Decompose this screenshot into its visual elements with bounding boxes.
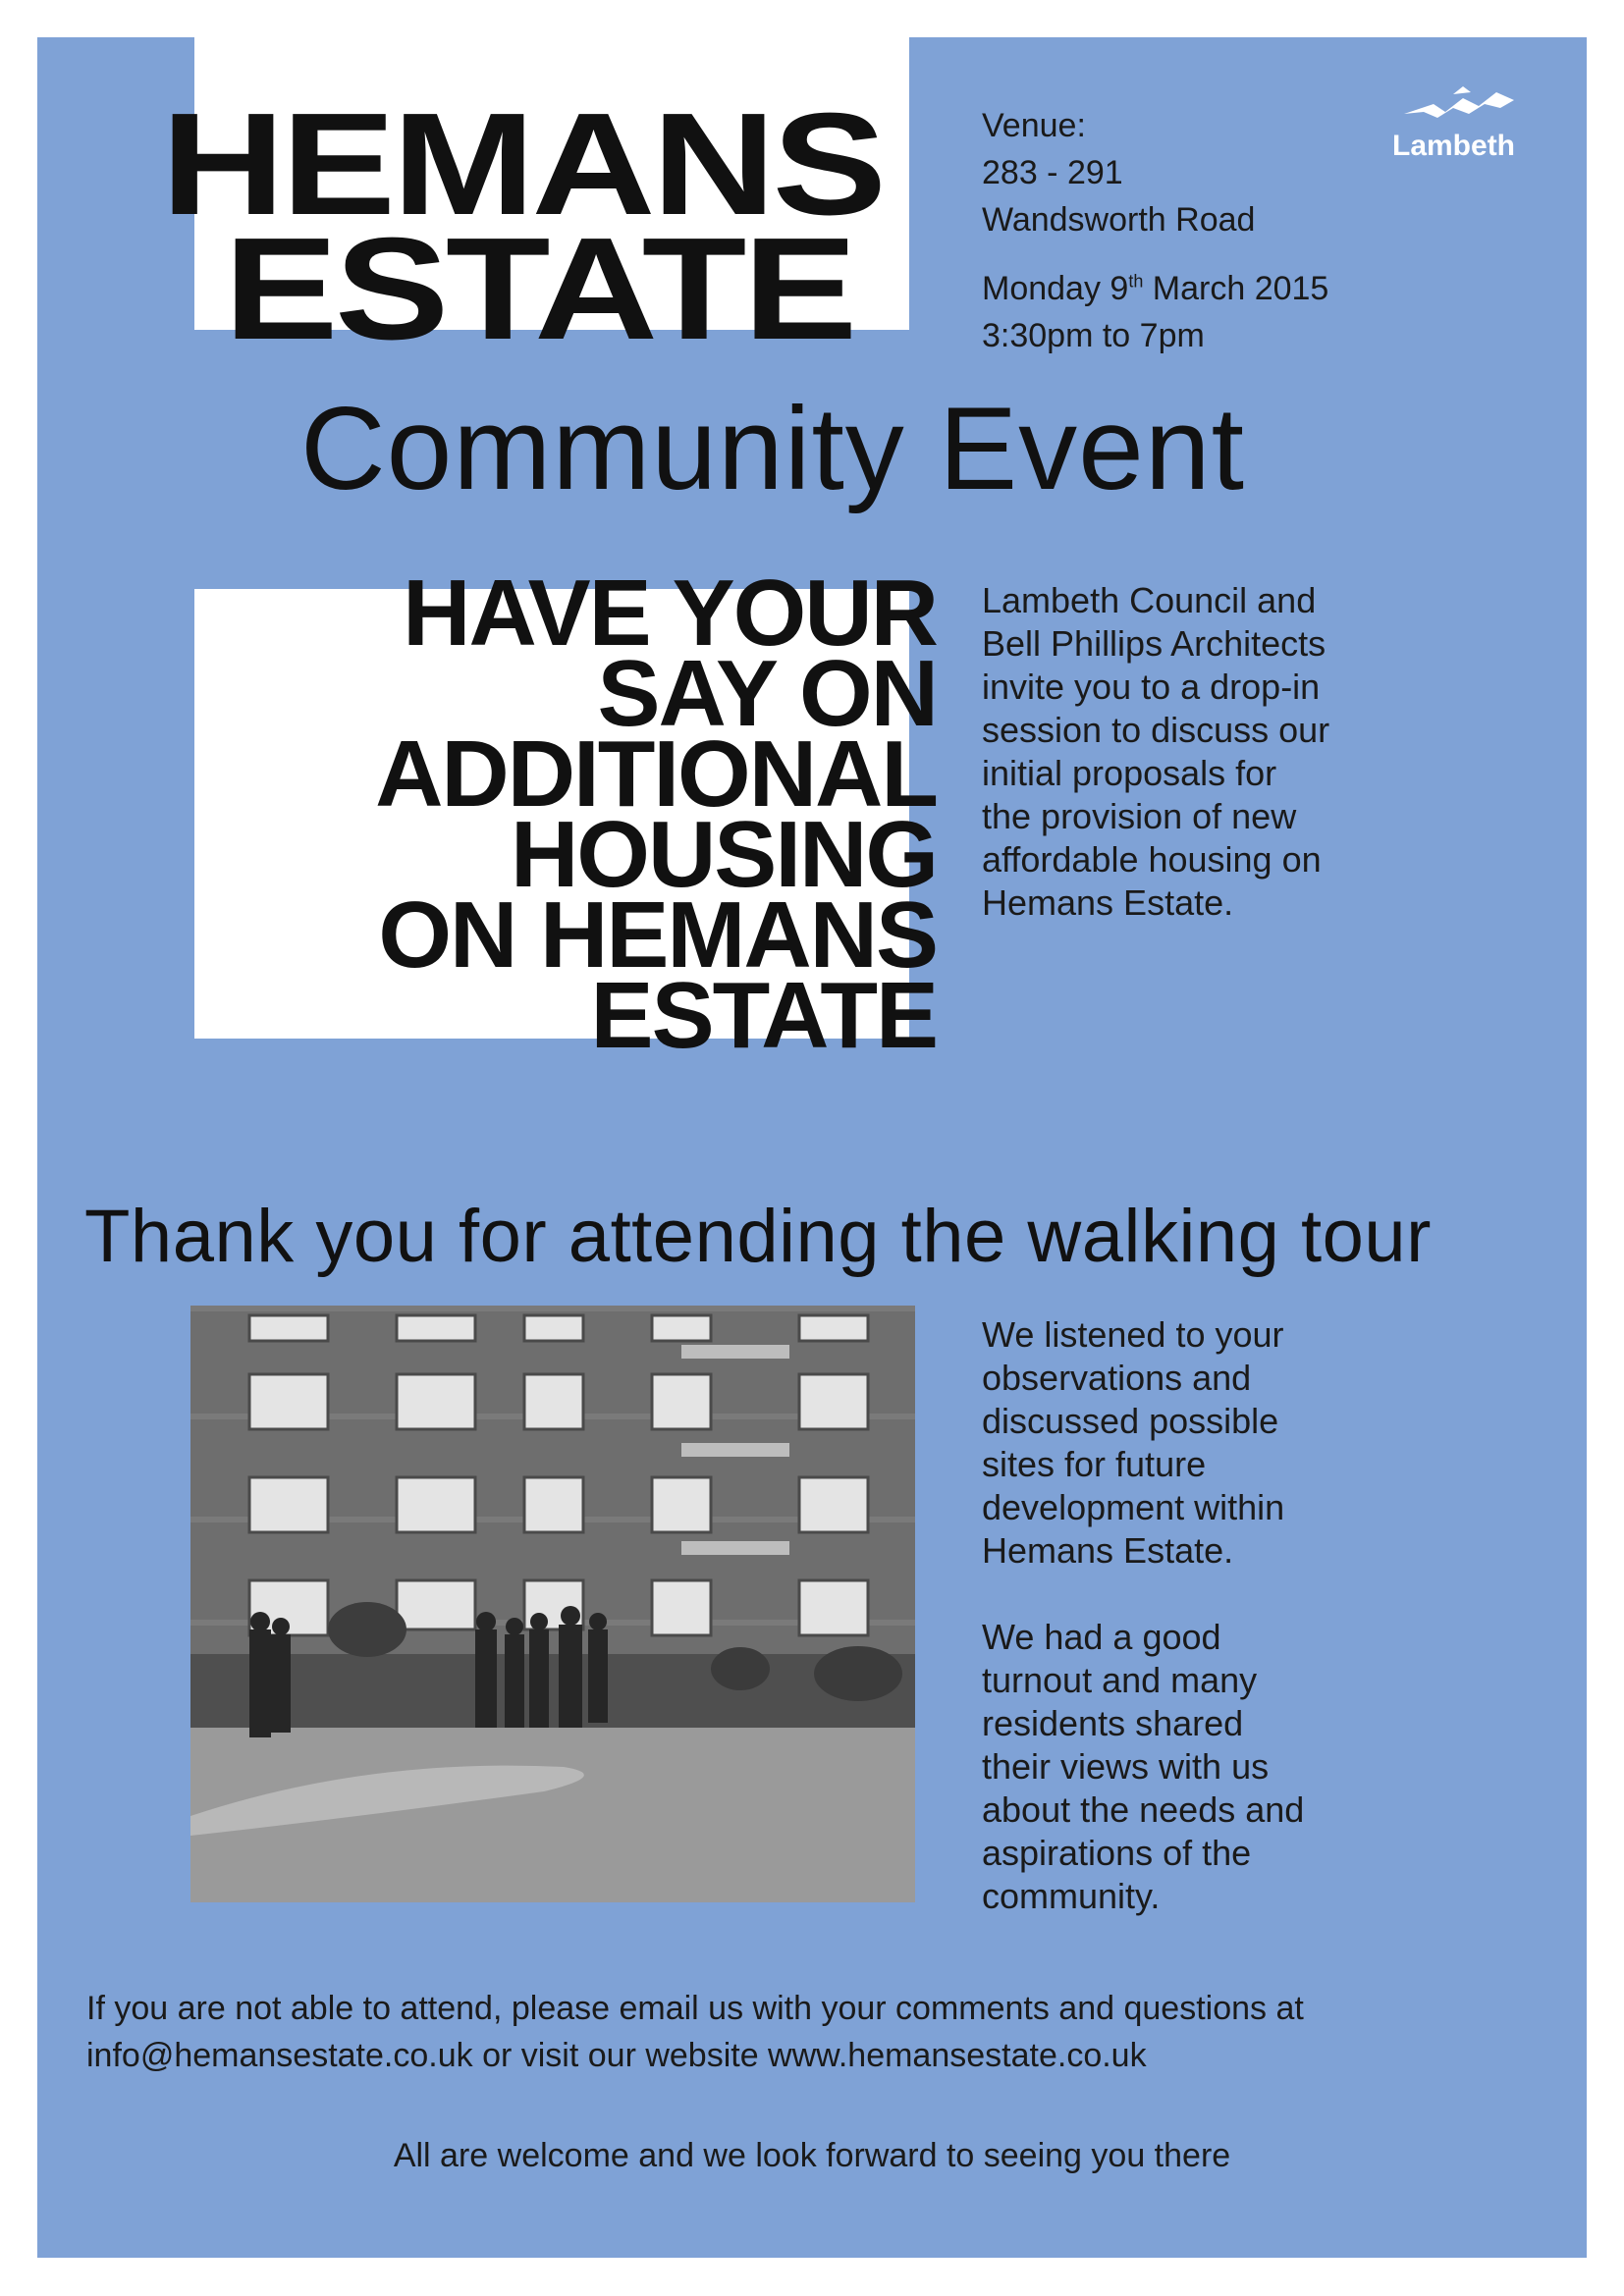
feedback-line: their views with us	[982, 1746, 1270, 1787]
feedback-line: residents shared	[982, 1703, 1244, 1743]
intro-line: Hemans Estate.	[982, 882, 1234, 923]
intro-line: initial proposals for	[982, 753, 1277, 793]
feedback-line: community.	[982, 1876, 1161, 1916]
say-line-1: HAVE YOUR	[403, 561, 937, 666]
have-your-say-heading	[214, 561, 937, 1068]
venue-road: Wandsworth Road	[982, 201, 1256, 239]
say-line-3: ADDITIONAL	[375, 721, 937, 827]
feedback-line: observations and	[982, 1358, 1252, 1398]
feedback-paragraph-2	[982, 1616, 1394, 1918]
feedback-line: about the needs and	[982, 1789, 1305, 1830]
intro-line: the provision of new	[982, 796, 1297, 836]
contact-line-1: If you are not able to attend, please email us with your comments and questions at	[86, 1990, 1304, 2027]
walking-tour-photo-illustration	[190, 1306, 915, 1902]
feedback-paragraph-1	[982, 1313, 1394, 1573]
intro-line: invite you to a drop-in	[982, 667, 1321, 707]
say-line-6: ESTATE	[590, 963, 937, 1068]
welcome-text: All are welcome and we look forward to seeing you there	[393, 2137, 1231, 2174]
contact-line-2: info@hemansestate.co.uk or visit our website www.hemansestate.co.uk	[86, 2037, 1147, 2074]
feedback-line: We listened to your	[982, 1314, 1284, 1355]
lambeth-logo	[1380, 82, 1538, 190]
logo-text: Lambeth	[1392, 130, 1516, 162]
thanks-heading: Thank you for attending the walking tour	[84, 1195, 1432, 1278]
event-title: Community Event	[300, 383, 1245, 514]
lambeth-swan-logo-icon	[1394, 82, 1522, 130]
event-time: 3:30pm to 7pm	[982, 317, 1205, 354]
intro-line: affordable housing on	[982, 839, 1322, 880]
poster	[37, 37, 1587, 2258]
intro-line: Bell Phillips Architects	[982, 623, 1326, 664]
say-line-4: HOUSING	[510, 802, 937, 907]
feedback-line: We had a good	[982, 1617, 1221, 1657]
feedback-line: discussed possible	[982, 1401, 1279, 1441]
feedback-line: Hemans Estate.	[982, 1530, 1234, 1571]
venue-number: 283 - 291	[982, 154, 1123, 191]
feedback-line: aspirations of the	[982, 1833, 1252, 1873]
estate-title	[161, 83, 884, 371]
venue-label: Venue:	[982, 107, 1086, 144]
feedback-line: sites for future	[982, 1444, 1207, 1484]
venue-info	[982, 102, 1394, 359]
feedback-line: turnout and many	[982, 1660, 1258, 1700]
event-date: Monday 9th March 2015	[982, 270, 1329, 307]
feedback-line: development within	[982, 1487, 1285, 1527]
estate-title-line1: HEMANS	[161, 83, 884, 245]
intro-paragraph	[982, 579, 1394, 925]
estate-title-line2: ESTATE	[224, 208, 854, 371]
intro-line: session to discuss our	[982, 710, 1330, 750]
contact-text	[86, 1985, 1559, 2079]
say-line-5: ON HEMANS	[378, 882, 937, 988]
walking-tour-photo	[190, 1306, 915, 1902]
intro-line: Lambeth Council and	[982, 580, 1317, 620]
say-line-2: SAY ON	[597, 641, 937, 746]
